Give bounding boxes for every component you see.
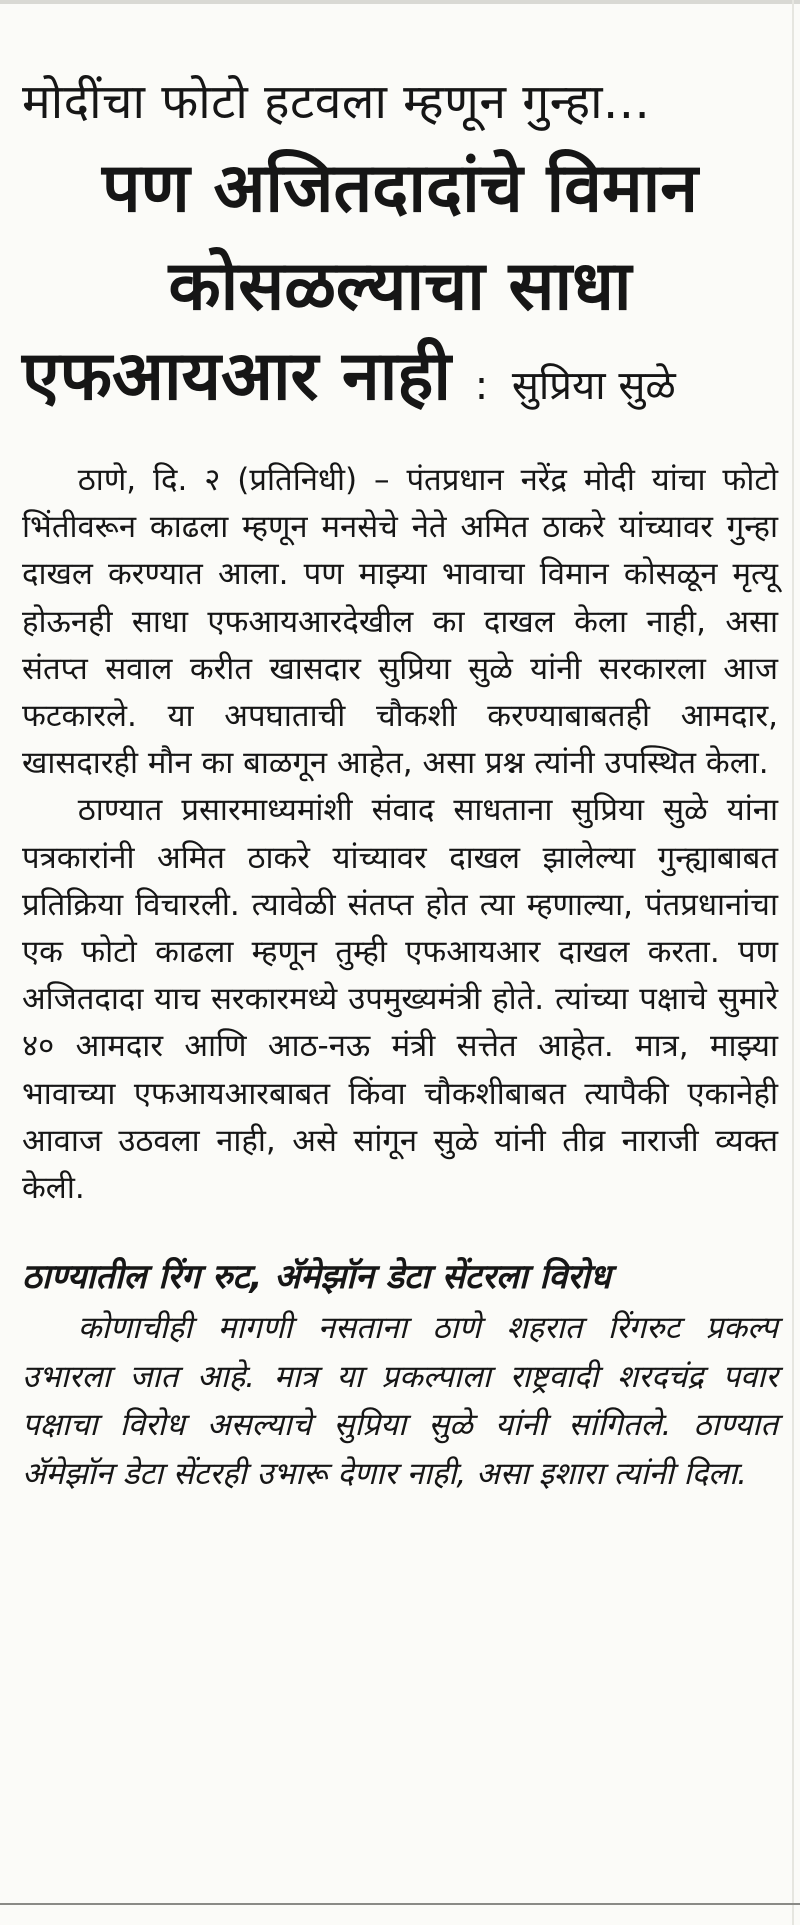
- article-paragraph-1: ठाणे, दि. २ (प्रतिनिधी) – पंतप्रधान नरेंद्र मोदी यांचा फोटो भिंतीवरून काढला म्हणून मनसेचे नेते अमित ठाकरे यांच्यावर गुन्हा दाखल करण्यात आला. पण माझ्या भावाचा विमान कोसळून मृत्यू होऊनही साधा एफआयआरदेखील का दाखल केला नाही, असा संतप्त सवाल करीत खासदार सुप्रिया सुळे यांनी सरकारला आज फटकारले. या अपघाताची चौकशी करण्याबाबतही आमदार, खासदारही मौन का बाळगून आहेत, असा प्रश्न त्यांनी उपस्थित केला.: [22, 462, 778, 782]
- sub-paragraph: कोणाचीही मागणी नसताना ठाणे शहरात रिंगरुट प्रकल्प उभारला जात आहे. मात्र या प्रकल्पाला राष्ट्रवादी शरदचंद्र पवार पक्षाचा विरोध असल्याचे सुप्रिया सुळे यांनी सांगितले. ठाण्यात ॲमेझॉन डेटा सेंटरही उभारू देणार नाही, असा इशारा त्यांनी दिला.: [22, 1310, 778, 1492]
- byline-separator: :: [474, 363, 489, 409]
- kicker-headline: मोदींचा फोटो हटवला म्हणून गुन्हा...: [22, 74, 651, 130]
- headline-fir-text: एफआयआर नाही: [22, 337, 452, 416]
- subheading: ठाण्यातील रिंग रुट, ॲमेझॉन डेटा सेंटरला विरोध: [22, 1257, 611, 1298]
- byline-name: सुप्रिया सुळे: [511, 363, 676, 409]
- article-body: [22, 457, 778, 1212]
- headline-line-3: [22, 334, 778, 429]
- headline-line-2: कोसळल्याचा साधा: [168, 247, 632, 326]
- bottom-border: [0, 1903, 800, 1905]
- article-paragraph-2: ठाण्यात प्रसारमाध्यमांशी संवाद साधताना सुप्रिया सुळे यांना पत्रकारांनी अमित ठाकरे यांच्यावर दाखल झालेल्या गुन्ह्याबाबत प्रतिक्रिया विचारली. त्यावेळी संतप्त होत त्या म्हणाल्या, पंतप्रधानांचा एक फोटो काढला म्हणून तुम्ही एफआयआर दाखल करता. पण अजितदादा याच सरकारमध्ये उपमुख्यमंत्री होते. त्यांच्या पक्षाचे सुमारे ४० आमदार आणि आठ-नऊ मंत्री सत्तेत आहेत. मात्र, माझ्या भावाच्या एफआयआरबाबत किंवा चौकशीबाबत त्यापैकी एकानेही आवाज उठवला नाही, असे सांगून सुळे यांनी तीव्र नाराजी व्यक्त केली.: [22, 792, 778, 1207]
- headline-line-1: पण अजितदादांचे विमान: [102, 149, 698, 228]
